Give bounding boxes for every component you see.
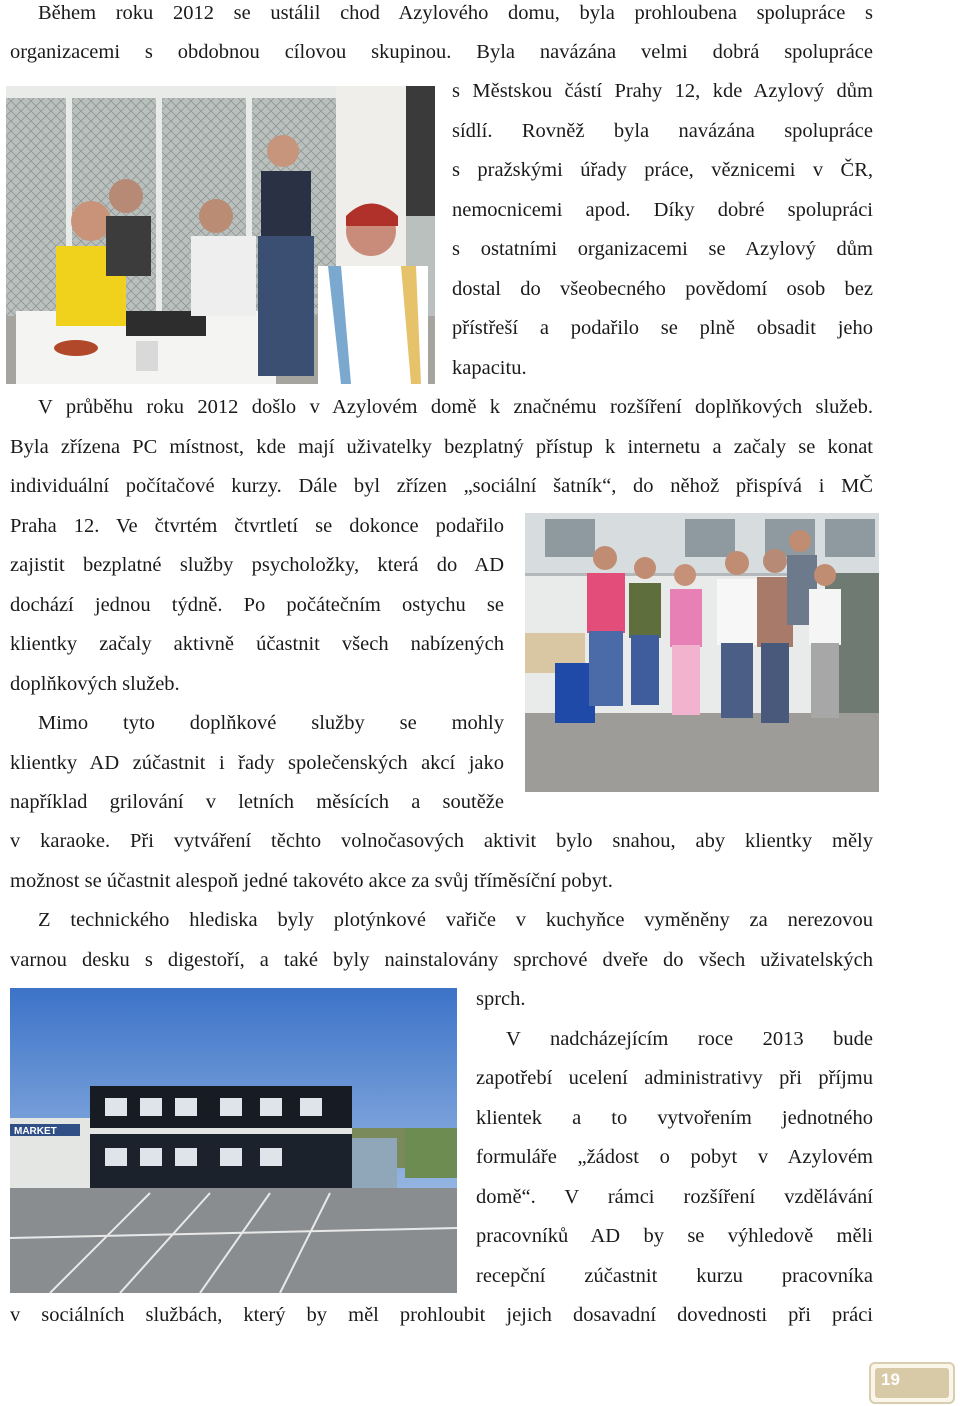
text-line: doplňkových služeb. — [10, 673, 180, 695]
text-line: s Městskou částí Prahy 12, kde Azylový dům — [452, 80, 873, 102]
photo-asylum-house-building — [10, 988, 457, 1293]
text-line: kapacitu. — [452, 357, 527, 379]
text-line: sprch. — [476, 988, 526, 1010]
text-line: individuální počítačové kurzy. Dále byl zřízen „sociální šatník“, do něhož přispívá i MČ — [10, 475, 873, 497]
text-line: klientky začaly aktivně účastnit všech nabízených — [10, 633, 504, 655]
text-line: formuláře „žádost o pobyt v Azylovém — [476, 1146, 873, 1168]
text-line: s ostatními organizacemi se Azylový dům — [452, 238, 873, 260]
text-line: pracovníků AD by se výhledově měli — [476, 1225, 873, 1247]
text-line: V nadcházejícím roce 2013 bude — [506, 1028, 873, 1050]
text-line: varnou desku s digestoří, a také byly nainstalovány sprchové dveře do všech uživatelských — [10, 949, 873, 971]
text-line: organizacemi s obdobnou cílovou skupinou. Byla navázána velmi dobrá spolupráce — [10, 41, 873, 63]
text-line: zajistit bezplatné služby psycholožky, která do AD — [10, 554, 504, 576]
text-line: například grilování v letních měsících a soutěže — [10, 791, 504, 813]
text-line: klientek a to vytvořením jednotného — [476, 1107, 873, 1129]
text-line: dochází jednou týdně. Po počátečním ostychu se — [10, 594, 504, 616]
text-line: Byla zřízena PC místnost, kde mají uživatelky bezplatný přístup k internetu a začaly se konat — [10, 436, 873, 458]
text-line: recepční zúčastnit kurzu pracovníka — [476, 1265, 873, 1287]
page-number-badge — [869, 1362, 955, 1404]
text-line: dostal do všeobecného povědomí osob bez — [452, 278, 873, 300]
text-line: v karaoke. Při vytváření těchto volnočasových aktivit bylo snahou, aby klientky měly — [10, 830, 873, 852]
market-sign: MARKET — [14, 1126, 57, 1137]
text-line: domě“. V rámci rozšíření vzdělávání — [476, 1186, 873, 1208]
text-line: zapotřebí ucelení administrativy při příjmu — [476, 1067, 873, 1089]
text-line: sídlí. Rovněž byla navázána spolupráce — [452, 120, 873, 142]
text-line: s pražskými úřady práce, věznicemi v ČR, — [452, 159, 873, 181]
text-line: Mimo tyto doplňkové služby se mohly — [38, 712, 504, 734]
photo-group-outside-building — [525, 513, 879, 792]
text-line: Praha 12. Ve čtvrtém čtvrtletí se dokonce podařilo — [10, 515, 504, 537]
text-line: Z technického hlediska byly plotýnkové vařiče v kuchyňce vyměněny za nerezovou — [38, 909, 873, 931]
text-line: Během roku 2012 se ustálil chod Azylového domu, byla prohloubena spolupráce s — [38, 2, 873, 24]
photo-women-at-table — [6, 86, 435, 384]
text-line: nemocnicemi apod. Díky dobré spolupráci — [452, 199, 873, 221]
text-line: možnost se účastnit alespoň jedné takovéto akce za svůj tříměsíční pobyt. — [10, 870, 613, 892]
text-line: V průběhu roku 2012 došlo v Azylovém domě k značnému rozšíření doplňkových služeb. — [38, 396, 873, 418]
text-line: přístřeší a podařilo se plně obsadit jeho — [452, 317, 873, 339]
text-line: v sociálních službách, který by měl prohloubit jejich dosavadní dovednosti při práci — [10, 1304, 873, 1326]
page-number: 19 — [881, 1370, 900, 1389]
text-line: klientky AD zúčastnit i řady společenských akcí jako — [10, 752, 504, 774]
